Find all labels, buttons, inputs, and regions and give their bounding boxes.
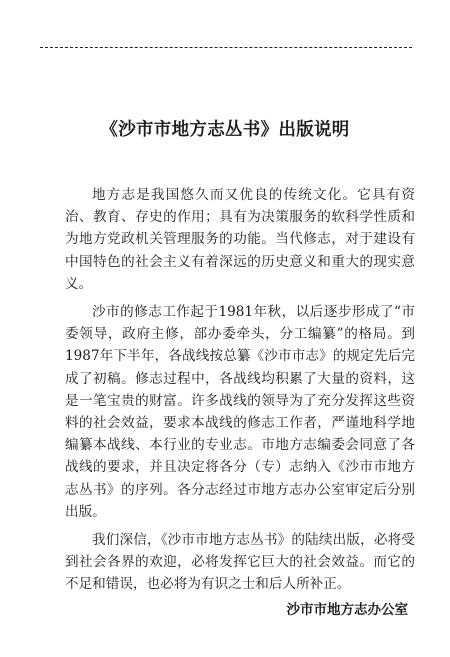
top-divider: [40, 47, 412, 48]
paragraph: 沙市的修志工作起于1981年秋，以后逐步形成了“市委领导，政府主修，部办委牵头，分工编纂”的格局。到1987年下半年，各战线按总纂《沙市市志》的规定先后完成了初稿。修志过程中，各战线均积累了大量的资料，这是一笔宝贵的财富。许多战线的领导为了充分发挥这些资料的社会效益，要求本战线的修志工作者，严谨地科学地编纂本战线、本行业的专业志。市地方志编委会同意了各战线的要求，并且决定将各分（专）志纳入《沙市市地方志丛书》的序列。各分志经过市地方志办公室审定后分别出版。: [65, 304, 415, 520]
paragraph: 地方志是我国悠久而又优良的传统文化。它具有资治、教育、存史的作用；具有为决策服务的软科学性质和为地方党政机关管理服务的功能。当代修志，对于建设有中国特色的社会主义有着深远的历史意义和重大的现实意义。: [65, 187, 415, 292]
signature: 沙市市地方志办公室: [286, 602, 408, 618]
page-title: 《沙市市地方志丛书》出版说明: [100, 120, 350, 140]
body-text: [65, 184, 415, 602]
paragraph: 我们深信，《沙市市地方志丛书》的陆续出版，必将受到社会各界的欢迎，必将发挥它巨大的社会效益。而它的不足和错误，也必将为有识之士和后人所补正。: [65, 532, 415, 593]
